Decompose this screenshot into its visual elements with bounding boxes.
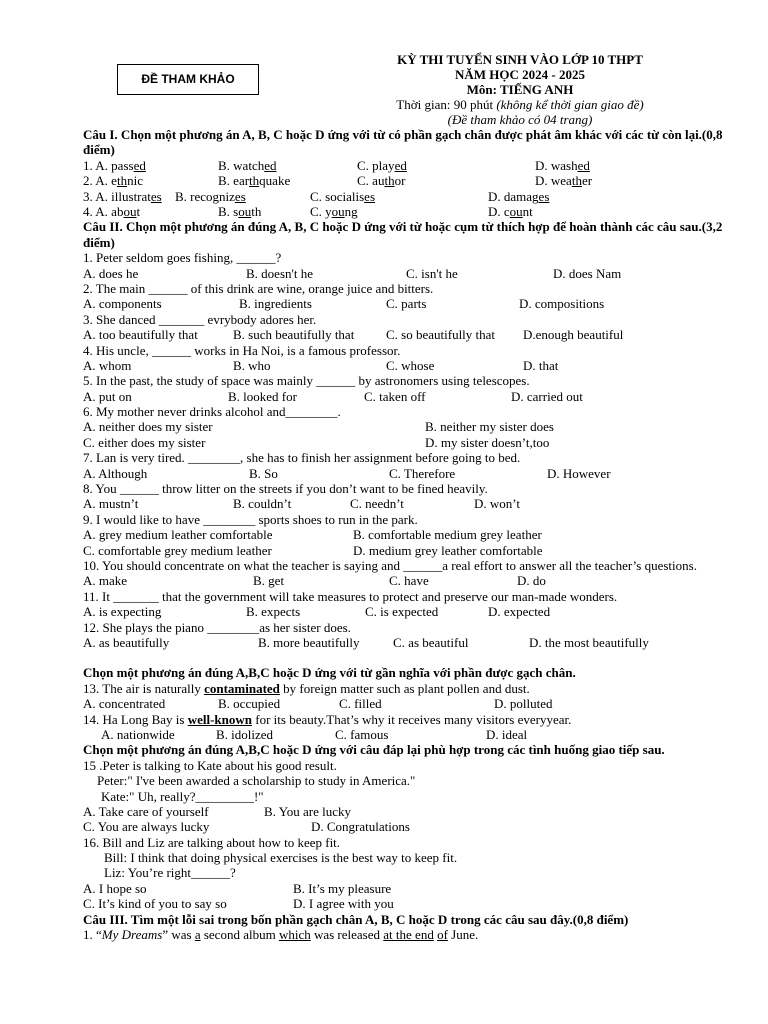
option: A. neither does my sister <box>83 419 213 435</box>
question-text: 2. The main ______ of this drink are wine, orange juice and bitters. <box>83 280 434 296</box>
option: D. I agree with you <box>293 896 394 912</box>
option: A. is expecting <box>83 604 162 620</box>
option: C. famous <box>335 726 389 742</box>
synonym-section-title: Chọn một phương án đúng A,B,C hoặc D ứng với từ gần nghĩa với phần được gạch chân. <box>83 665 576 681</box>
option: 2. A. ethnic <box>83 173 143 189</box>
option: B. doesn't he <box>246 265 313 281</box>
option: B. occupied <box>218 696 281 712</box>
dialogue-line: Liz: You’re right______? <box>104 865 236 881</box>
options-row <box>83 419 723 434</box>
option: C. as beautiful <box>393 634 469 650</box>
question-text: 1. Peter seldom goes fishing, ______? <box>83 250 282 266</box>
reference-exam-box: ĐỀ THAM KHẢO <box>117 64 259 95</box>
option: B. comfortable medium grey leather <box>353 527 542 543</box>
option: A. as beautifully <box>83 634 170 650</box>
option: D. ideal <box>486 726 528 742</box>
question-text: 10. You should concentrate on what the teacher is saying and ______a real effort to answer all the teacher’s questions. <box>83 558 697 573</box>
question-row <box>83 173 723 188</box>
dialogue-line: Kate:" Uh, really?_________!" <box>101 788 264 804</box>
question-row <box>83 158 723 173</box>
subject: Môn: TIẾNG ANH <box>466 82 574 97</box>
option: A. Although <box>83 465 148 481</box>
option: B. looked for <box>228 388 297 404</box>
option: C. taken off <box>364 388 426 404</box>
option: D. do <box>517 573 546 589</box>
question-text: 12. She plays the piano ________as her sister does. <box>83 619 351 635</box>
option: A. nationwide <box>101 726 175 742</box>
question-text: 6. My mother never drinks alcohol and________. <box>83 404 341 420</box>
exam-title: KỲ THI TUYỂN SINH VÀO LỚP 10 THPT <box>397 52 643 67</box>
dialogue-line: Bill: I think that doing physical exercises is the best way to keep fit. <box>104 850 458 866</box>
option: C. Therefore <box>389 465 456 481</box>
options-row <box>83 604 723 619</box>
options-row <box>83 466 723 481</box>
options-row <box>83 696 723 711</box>
option: A. put on <box>83 388 132 404</box>
options-row <box>83 296 723 311</box>
option: C. needn’t <box>350 496 404 512</box>
options-row <box>83 543 723 558</box>
option: C. You are always lucky <box>83 819 210 835</box>
option: C. socialises <box>310 188 376 204</box>
question-row <box>83 204 723 219</box>
options-row <box>83 496 723 511</box>
option: B. who <box>233 357 271 373</box>
question-text: 1. “My Dreams” was a second album which was released at the end of June. <box>83 927 479 943</box>
option: B. more beautifully <box>258 634 360 650</box>
question-text: 16. Bill and Liz are talking about how to keep fit. <box>83 834 341 850</box>
option: A. concentrated <box>83 696 166 712</box>
option: D.enough beautiful <box>523 327 624 343</box>
options-row <box>83 804 723 819</box>
question-text: 3. She danced _______ evrybody adores her. <box>83 311 317 327</box>
question-row <box>83 189 723 204</box>
option: C. isn't he <box>406 265 458 281</box>
question-text: 11. It _______ that the government will take measures to protect and preserve our man-made wonders. <box>83 588 618 604</box>
option: C. played <box>357 157 407 173</box>
options-row <box>83 819 723 834</box>
option: 3. A. illustrates <box>83 188 162 204</box>
option: C. author <box>357 173 406 189</box>
option: B. couldn’t <box>233 496 292 512</box>
option: B. idolized <box>216 726 274 742</box>
option: B. recognizes <box>175 188 246 204</box>
option: B. get <box>253 573 285 589</box>
option: D. However <box>547 465 611 481</box>
option: C. have <box>389 573 429 589</box>
time-limit: Thời gian: 90 phút (không kể thời gian giao đề) <box>396 97 644 112</box>
option: C. parts <box>386 296 427 312</box>
option: C. whose <box>386 357 435 373</box>
option: A. Take care of yourself <box>83 803 209 819</box>
option: D. my sister doesn’t,too <box>425 434 550 450</box>
option: D. damages <box>488 188 550 204</box>
question-text: 13. The air is naturally contaminated by foreign matter such as plant pollen and dust. <box>83 680 530 696</box>
option: D. compositions <box>519 296 605 312</box>
question-text: 7. Lan is very tired. ________, she has to finish her assignment before going to bed. <box>83 450 521 466</box>
options-row <box>83 266 723 281</box>
question-text: 9. I would like to have ________ sports shoes to run in the park. <box>83 511 418 527</box>
question-text: 5. In the past, the study of space was mainly ______ by astronomers using telescopes. <box>83 373 530 389</box>
option: D. polluted <box>494 696 553 712</box>
options-row <box>83 896 723 911</box>
section-2-title: Câu II. Chọn một phương án đúng A, B, C hoặc D ứng với từ hoặc cụm từ thích hợp để hoàn thành các câu sau.(3,2 điểm) <box>83 219 723 250</box>
option: C. either does my sister <box>83 434 206 450</box>
option: A. too beautifully that <box>83 327 198 343</box>
option: D. Congratulations <box>311 819 410 835</box>
dialogue-line: Peter:" I've been awarded a scholarship to study in America." <box>97 773 416 789</box>
option: B. earthquake <box>218 173 291 189</box>
page-count-note: (Đề tham khảo có 04 trang) <box>447 112 593 127</box>
options-row <box>83 573 723 588</box>
option: B. It’s my pleasure <box>293 880 392 896</box>
option: D. that <box>523 357 559 373</box>
option: D. carried out <box>511 388 583 404</box>
option: D. count <box>488 203 533 219</box>
option: 4. A. about <box>83 203 141 219</box>
option: D. does Nam <box>553 265 622 281</box>
option: B. expects <box>246 604 301 620</box>
option: B. watched <box>218 157 277 173</box>
question-text: 4. His uncle, ______ works in Ha Noi, is a famous professor. <box>83 342 401 358</box>
option: C. filled <box>339 696 382 712</box>
options-row <box>83 389 723 404</box>
option: A. grey medium leather comfortable <box>83 527 273 543</box>
options-row <box>83 881 723 896</box>
option: 1. A. passed <box>83 157 146 173</box>
question-text: 15 .Peter is talking to Kate about his good result. <box>83 757 337 773</box>
option: A. I hope so <box>83 880 147 896</box>
option: A. components <box>83 296 162 312</box>
option: C. so beautifully that <box>386 327 496 343</box>
options-row <box>83 635 723 650</box>
option: A. make <box>83 573 128 589</box>
dialogue-section-title: Chọn một phương án đúng A,B,C hoặc D ứng với câu đáp lại phù hợp trong các tình huống giao tiếp sau. <box>83 742 665 758</box>
option: D. weather <box>535 173 593 189</box>
exam-body <box>83 127 723 942</box>
option: B. You are lucky <box>264 803 352 819</box>
option: C. is expected <box>365 604 439 620</box>
section-3-title: Câu III. Tìm một lỗi sai trong bốn phần gạch chân A, B, C hoặc D trong các câu sau đây.(0,8 điểm) <box>83 911 629 927</box>
option: B. south <box>218 203 262 219</box>
option: D. expected <box>488 604 551 620</box>
question-text: 8. You ______ throw litter on the streets if you don’t want to be fined heavily. <box>83 481 488 497</box>
option: B. ingredients <box>239 296 312 312</box>
options-row <box>83 527 723 542</box>
question-text: 14. Ha Long Bay is well-known for its beauty.That’s why it receives many visitors everyyear. <box>83 711 572 727</box>
option: B. such beautifully that <box>233 327 355 343</box>
option: C. young <box>310 203 358 219</box>
option: B. So <box>249 465 278 481</box>
option: C. It’s kind of you to say so <box>83 896 227 912</box>
school-year: NĂM HỌC 2024 - 2025 <box>455 67 585 82</box>
options-row <box>83 727 723 742</box>
section-1-title: Câu I. Chọn một phương án A, B, C hoặc D ứng với từ có phần gạch chân được phát âm khác với các từ còn lại.(0,8 điểm) <box>83 127 723 158</box>
option: D. medium grey leather comfortable <box>353 542 543 558</box>
options-row <box>83 327 723 342</box>
option: C. comfortable grey medium leather <box>83 542 272 558</box>
option: D. won’t <box>474 496 520 512</box>
option: B. neither my sister does <box>425 419 554 435</box>
option: A. does he <box>83 265 139 281</box>
option: A. mustn’t <box>83 496 139 512</box>
options-row <box>83 435 723 450</box>
options-row <box>83 358 723 373</box>
option: A. whom <box>83 357 132 373</box>
option: D. washed <box>535 157 590 173</box>
option: D. the most beautifully <box>529 634 649 650</box>
